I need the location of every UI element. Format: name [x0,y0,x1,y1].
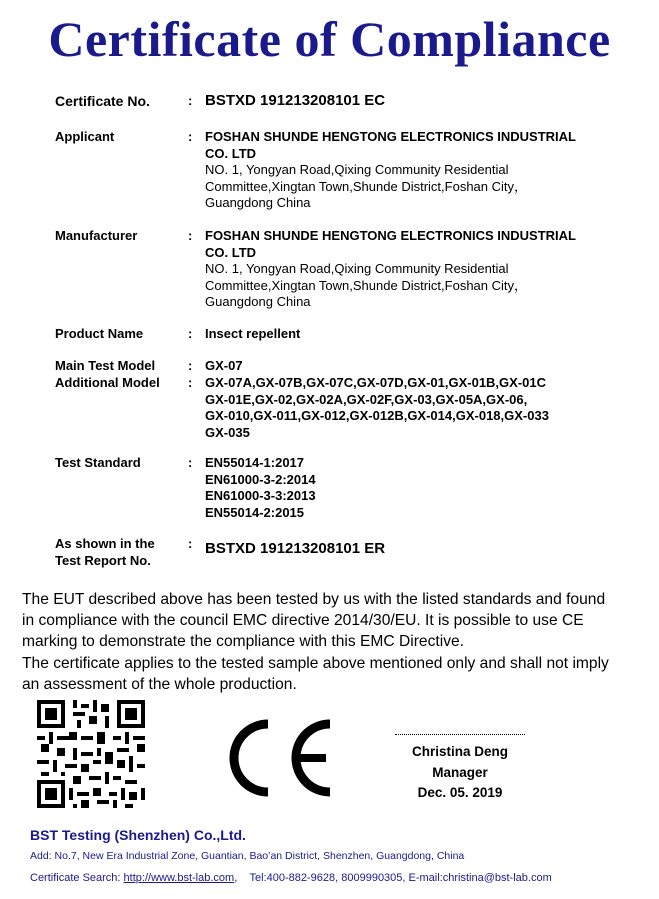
test-standard-line: EN61000-3-2:2014 [205,471,316,487]
applicant-value [205,129,630,212]
colon: : [188,358,193,373]
manufacturer-address-line1: NO. 1, Yongyan Road,Qixing Community Residential [205,261,509,276]
manufacturer-address-line3: Guangdong China [205,294,311,309]
issuer-company: BST Testing (Shenzhen) Co.,Ltd. [30,827,246,843]
statement-line: an assessment of the whole production. [22,675,297,693]
manufacturer-value [205,228,630,311]
signature-line [395,734,525,735]
certificate-no-value: BSTXD 191213208101 EC [205,92,386,109]
certificate-search [30,872,552,884]
main-test-model-value: GX-07 [205,358,243,373]
issuer-website-link[interactable]: http://www.bst-lab.com [123,872,235,884]
issuer-contact: Tel:400-882-9628, 8009990305, E-mail:christina@bst-lab.com [249,872,552,884]
product-name-value: Insect repellent [205,326,301,341]
applicant-address-line3: Guangdong China [205,195,311,210]
additional-model-value [205,375,630,441]
additional-model-line: GX-010,GX-011,GX-012,GX-012B,GX-014,GX-018,GX-033 [205,408,549,423]
signature-date: Dec. 05. 2019 [417,785,503,800]
compliance-statement [22,589,637,695]
additional-model-line: GX-07A,GX-07B,GX-07C,GX-07D,GX-01,GX-01B,GX-01C [205,375,547,390]
colon: : [188,455,193,470]
applicant-name-line2: CO. LTD [205,145,257,161]
product-name-label: Product Name [55,326,144,341]
colon: : [188,93,193,108]
test-report-label-line1: As shown in the [55,536,155,551]
statement-line: The certificate applies to the tested sample above mentioned only and shall not imply [22,654,609,672]
additional-model-line: GX-01E,GX-02,GX-02A,GX-02F,GX-03,GX-05A,GX-06, [205,391,528,407]
main-test-model-label: Main Test Model [55,358,156,373]
applicant-address-line1: NO. 1, Yongyan Road,Qixing Community Residential [205,162,509,177]
signatory-name: Christina Deng [411,744,508,759]
manufacturer-name-line1: FOSHAN SHUNDE HENGTONG ELECTRONICS INDUSTRIAL [205,228,576,243]
manufacturer-address-line2: Committee,Xingtan Town,Shunde District,Foshan City， [205,277,528,293]
test-standard-label: Test Standard [55,455,141,470]
test-report-label [55,536,185,569]
url-suffix: , [234,872,238,884]
statement-line: The EUT described above has been tested by us with the listed standards and found [22,591,606,608]
certificate-title: Certificate of Compliance [48,11,611,67]
applicant-label: Applicant [55,129,115,144]
test-standard-line: EN55014-1:2017 [205,455,305,470]
test-standard-line: EN61000-3-3:2013 [205,488,316,503]
colon: : [188,326,193,341]
signatory-position: Manager [432,764,488,780]
issuer-address: Add: No.7, New Era Industrial Zone, Guantian, Bao’an District, Shenzhen, Guangdong, China [30,850,465,862]
qr-code-icon [37,700,145,808]
certificate-no-label: Certificate No. [55,93,150,109]
applicant-address-line2: Committee,Xingtan Town,Shunde District,Foshan City， [205,178,528,194]
test-standard-line: EN55014-2:2015 [205,504,305,520]
statement-line: in compliance with the council EMC directive 2014/30/EU. It is possible to use CE [22,612,584,630]
colon: : [188,536,193,551]
manufacturer-name-line2: CO. LTD [205,244,257,260]
colon: : [188,228,193,243]
additional-model-line: GX-035 [205,424,250,440]
test-report-value: BSTXD 191213208101 ER [205,540,386,557]
manufacturer-label: Manufacturer [55,228,138,243]
test-report-label-line2: Test Report No. [55,552,151,568]
colon: : [188,129,193,144]
test-standard-value [205,455,630,521]
applicant-name-line1: FOSHAN SHUNDE HENGTONG ELECTRONICS INDUSTRIAL [205,129,576,144]
colon: : [188,375,193,390]
signatory-block [395,742,525,804]
certificate-search-label: Certificate Search: [30,872,121,884]
additional-model-label: Additional Model [55,375,160,390]
statement-line: marking to demonstrate the compliance with this EMC Directive. [22,633,464,651]
ce-mark-icon [228,718,338,798]
